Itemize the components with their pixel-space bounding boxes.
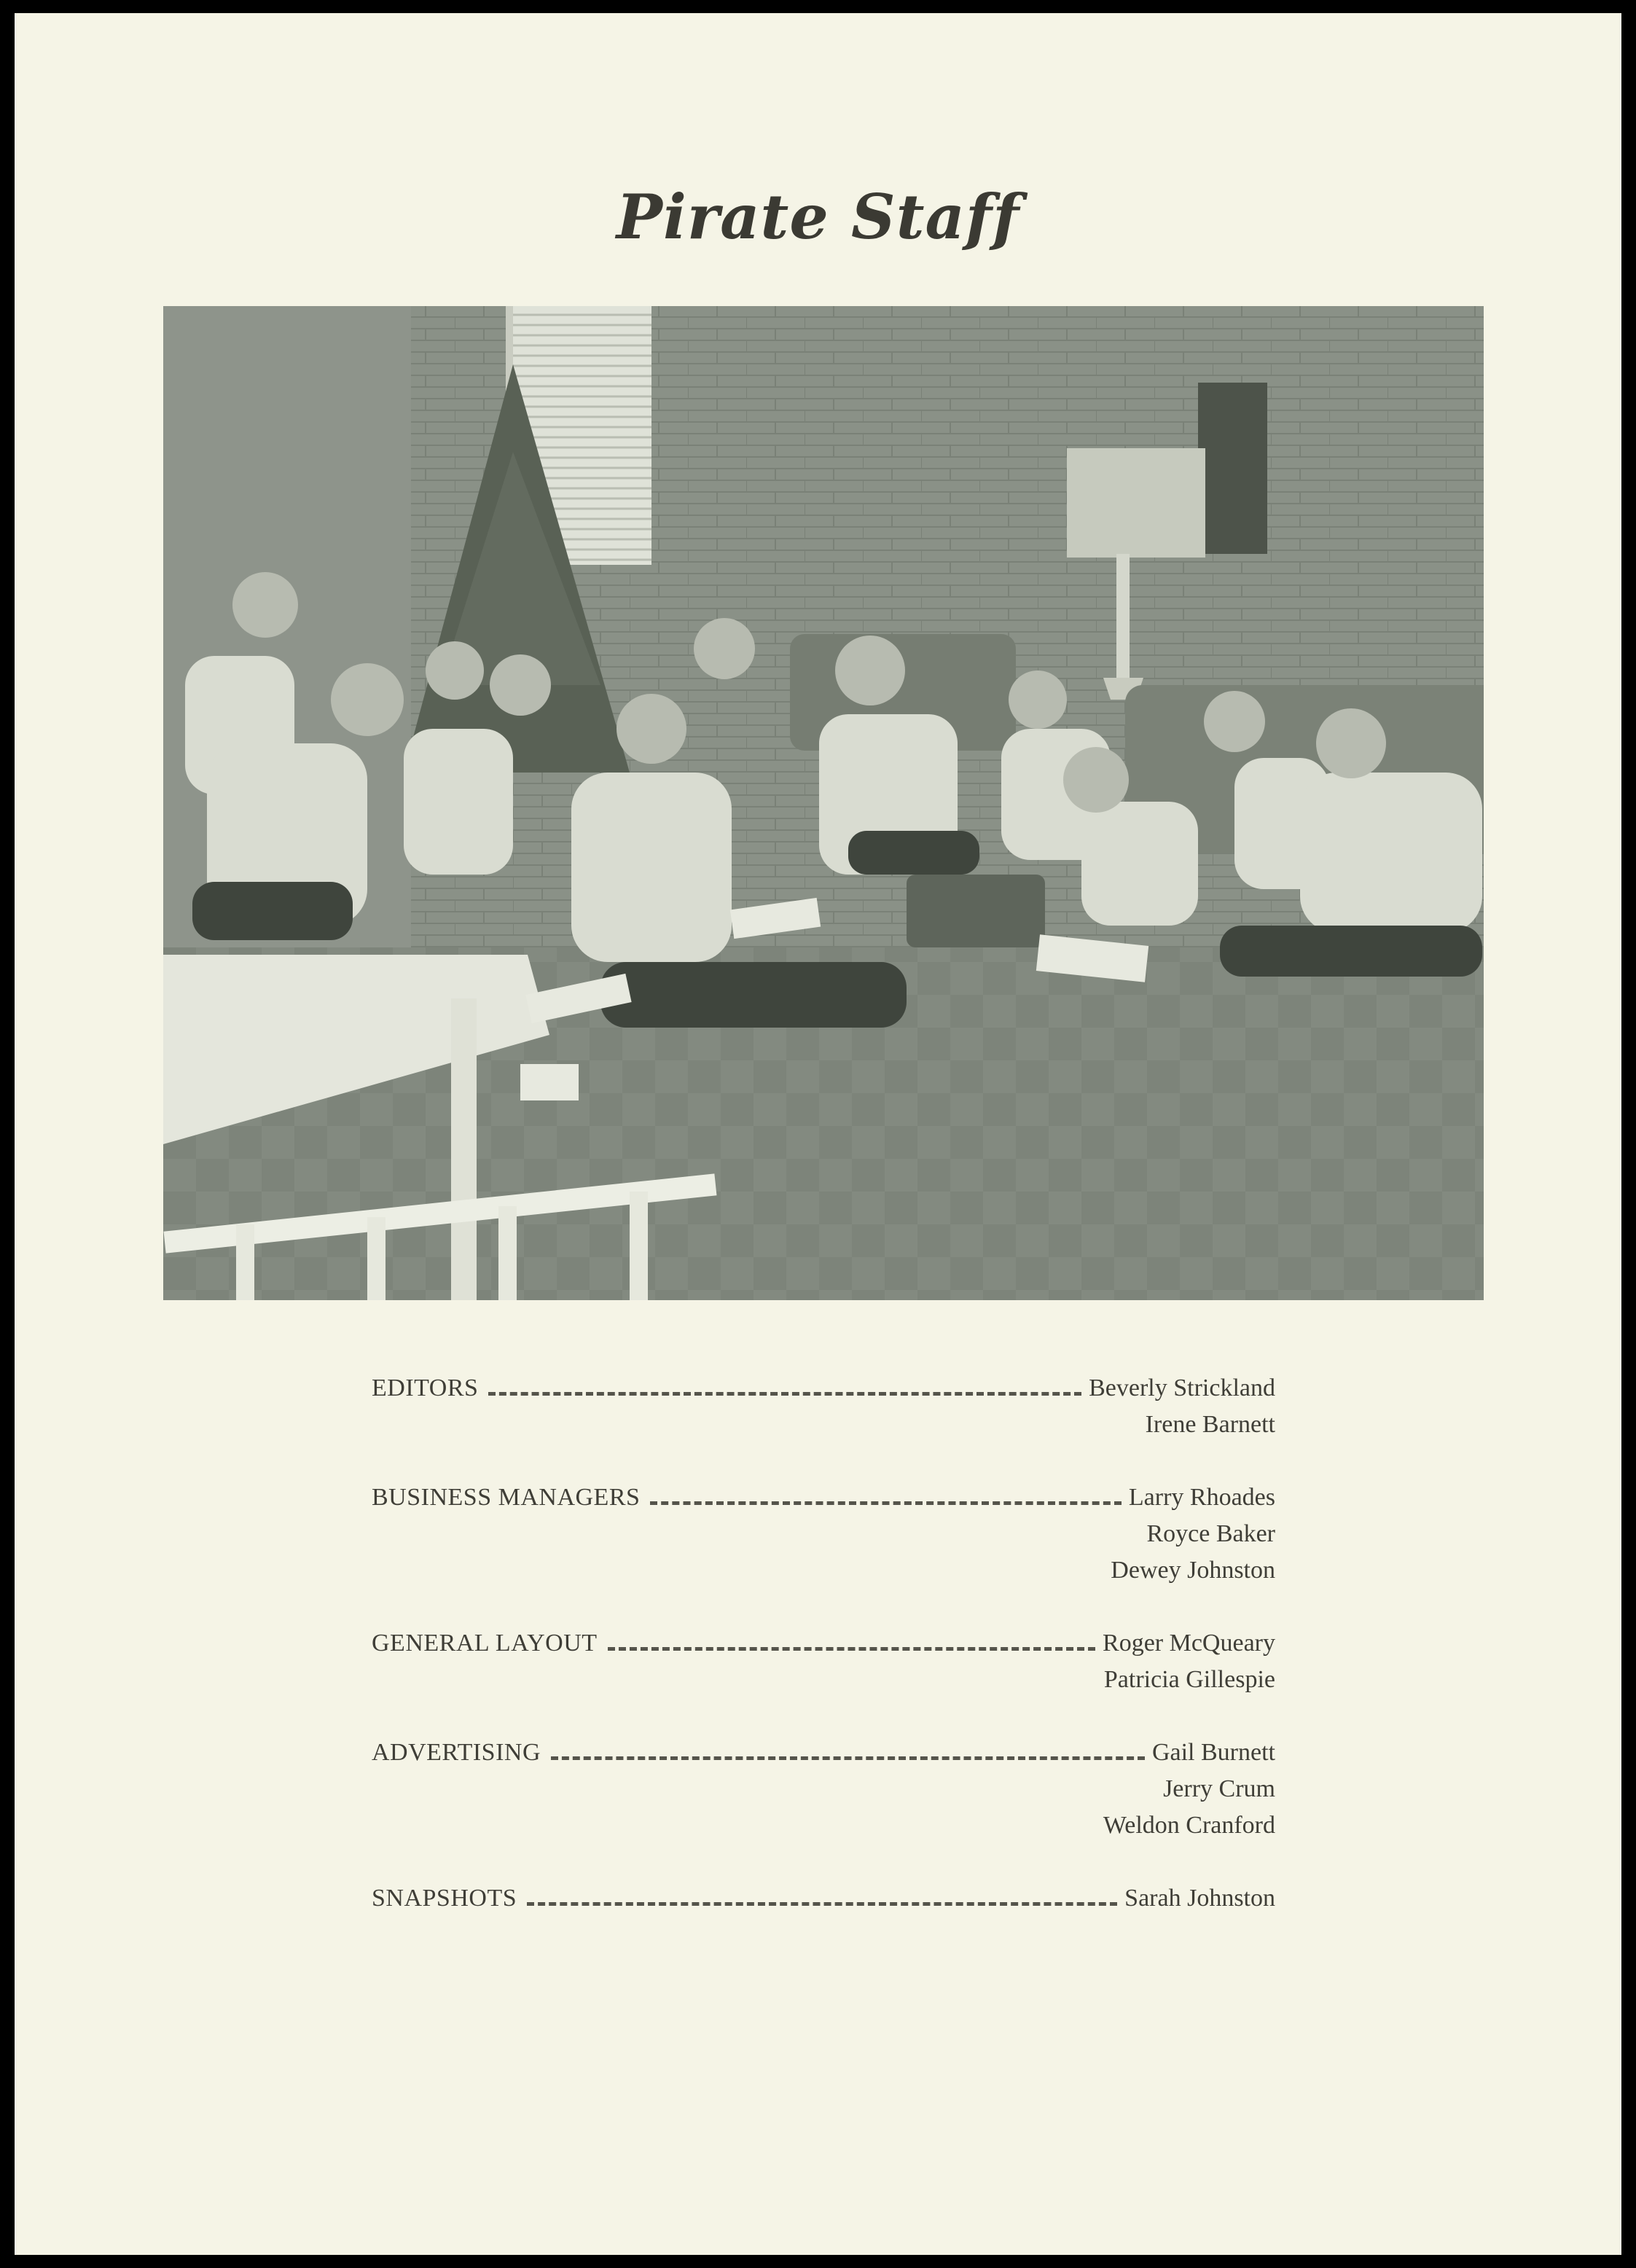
credit-name: Weldon Cranford bbox=[1103, 1812, 1275, 1839]
credit-snapshots bbox=[372, 1885, 1275, 1921]
credit-role: GENERAL LAYOUT bbox=[372, 1630, 598, 1657]
dotted-leader bbox=[527, 1902, 1117, 1906]
credit-row bbox=[372, 1739, 1275, 1775]
credit-row bbox=[372, 1375, 1275, 1411]
credit-name: Jerry Crum bbox=[1163, 1775, 1275, 1802]
credit-row bbox=[372, 1484, 1275, 1520]
page-title: Pirate Staff bbox=[616, 181, 1020, 253]
credit-name: Dewey Johnston bbox=[1111, 1557, 1275, 1584]
credit-name: Roger McQueary bbox=[1103, 1630, 1275, 1657]
credit-name: Irene Barnett bbox=[1145, 1411, 1275, 1438]
credit-role: BUSINESS MANAGERS bbox=[372, 1484, 641, 1511]
dotted-leader bbox=[551, 1756, 1145, 1760]
credit-row bbox=[372, 1885, 1275, 1921]
staff-credits bbox=[372, 1375, 1275, 1958]
credit-role: ADVERTISING bbox=[372, 1739, 541, 1766]
credit-advertising bbox=[372, 1739, 1275, 1848]
credit-name: Beverly Strickland bbox=[1089, 1375, 1275, 1401]
staff-photo bbox=[163, 306, 1484, 1300]
dotted-leader bbox=[608, 1647, 1096, 1651]
dotted-leader bbox=[650, 1501, 1121, 1505]
credit-general-layout bbox=[372, 1630, 1275, 1702]
credit-name: Larry Rhoades bbox=[1128, 1484, 1275, 1511]
credit-role: EDITORS bbox=[372, 1375, 479, 1401]
credit-name: Patricia Gillespie bbox=[1103, 1666, 1275, 1693]
credit-business-managers bbox=[372, 1484, 1275, 1593]
credit-role: SNAPSHOTS bbox=[372, 1885, 517, 1912]
credit-name: Royce Baker bbox=[1146, 1520, 1275, 1547]
credit-name: Gail Burnett bbox=[1151, 1739, 1275, 1766]
credit-editors bbox=[372, 1375, 1275, 1447]
credit-row bbox=[372, 1630, 1275, 1666]
dotted-leader bbox=[488, 1392, 1081, 1396]
credit-name: Sarah Johnston bbox=[1124, 1885, 1275, 1912]
yearbook-page bbox=[15, 13, 1621, 2255]
